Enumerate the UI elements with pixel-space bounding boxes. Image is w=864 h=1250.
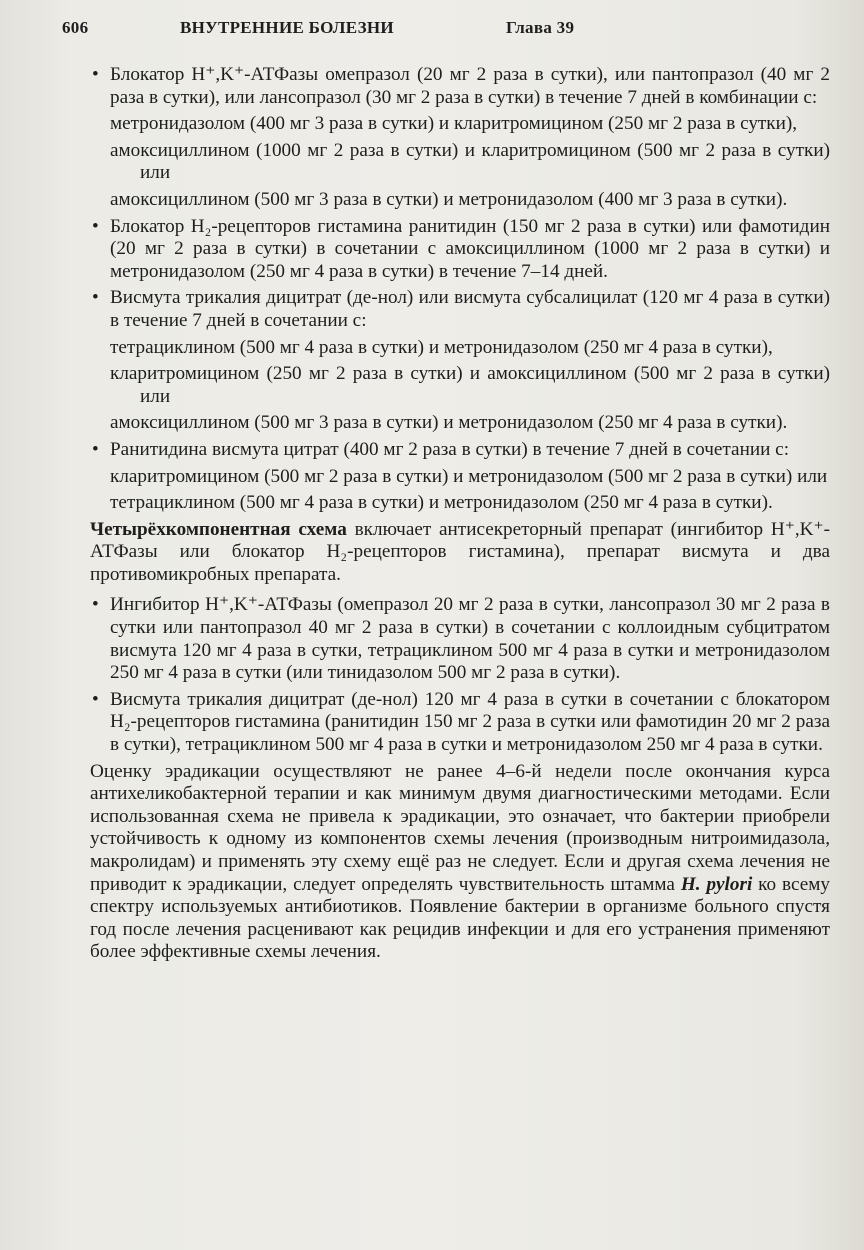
- regimen-option: кларитромицином (250 мг 2 раза в сутки) и амоксициллином (500 мг 2 раза в сутки) или: [110, 363, 830, 407]
- page-body: [90, 64, 830, 972]
- regimen-bismuth: • Висмута трикалия дицитрат (де-нол) или висмута субсалицилат (120 мг 4 раза в сутки) в течение 7 дней в сочетании с:: [90, 287, 830, 332]
- regimen-ranitidine-bismuth: • Ранитидина висмута цитрат (400 мг 2 раза в сутки) в течение 7 дней в сочетании с:: [90, 439, 830, 462]
- regimen-option: кларитромицином (500 мг 2 раза в сутки) и метронидазолом (500 мг 2 раза в сутки) или: [110, 465, 828, 487]
- regimen-quadruple-ppi: • Ингибитор H⁺,K⁺-АТФазы (омепразол 20 мг 2 раза в сутки, лансопразол 30 мг 2 раза в сутки или пантопразол 40 мг 2 раза в сутки) в сочетании с коллоидным субцитратом висмута 120 мг 4 раза в сутки, тетрациклином 500 мг 4 раза в сутки и метронидазолом 250 мг 4 раза в сутки (или тинидазолом 500 мг 2 раза в сутки).: [90, 594, 830, 684]
- regimen-option: амоксициллином (500 мг 3 раза в сутки) и метронидазолом (400 мг 3 раза в сутки).: [110, 188, 788, 210]
- book-title: ВНУТРЕННИЕ БОЛЕЗНИ: [180, 18, 394, 37]
- paragraph-text-b: ко всему спектру используемых антибиотиков. Появление бактерии в организме больного спустя год после лечения расценивают как рецидив инфекции и для его устранения применяют более эффективные схемы лечения.: [90, 873, 830, 963]
- regimen-option: амоксициллином (500 мг 3 раза в сутки) и метронидазолом (250 мг 4 раза в сутки).: [110, 412, 788, 434]
- regimen-quadruple-bismuth: • Висмута трикалия дицитрат (де-нол) 120 мг 4 раза в сутки в сочетании с блокатором H₂-рецепторов гистамина (ранитидин 150 мг 2 раза в сутки или фамотидин 20 мг 2 раза в сутки), тетрациклином 500 мг 4 раза в сутки и метронидазолом 250 мг 4 раза в сутки.: [90, 689, 830, 757]
- four-component-term: Четырёхкомпонентная схема: [90, 518, 347, 540]
- regimen-option: тетрациклином (500 мг 4 раза в сутки) и метронидазолом (250 мг 4 раза в сутки),: [110, 336, 773, 358]
- regimen-option: тетрациклином (500 мг 4 раза в сутки) и метронидазолом (250 мг 4 раза в сутки).: [110, 492, 773, 514]
- page-number: 606: [62, 18, 89, 37]
- eradication-assessment-paragraph: [90, 761, 830, 964]
- four-component-text: включает антисекреторный препарат (ингибитор H⁺,K⁺-АТФазы или блокатор H₂-рецепторов гистамина), препарат висмута и два противомикробных препарата.: [90, 518, 830, 585]
- species-name: H. pylori: [680, 873, 753, 895]
- four-component-intro: [90, 519, 830, 587]
- regimen-h2-blocker: • Блокатор H₂-рецепторов гистамина ранитидин (150 мг 2 раза в сутки) или фамотидин (20 мг 2 раза в сутки) в сочетании с амоксициллином (1000 мг 2 раза в сутки) и метронидазолом (250 мг 4 раза в сутки) в течение 7–14 дней.: [90, 216, 830, 284]
- chapter-label: Глава 39: [506, 18, 575, 37]
- running-header: [62, 18, 822, 44]
- regimen-ppi-triple: • Блокатор H⁺,K⁺-АТФазы омепразол (20 мг 2 раза в сутки), или пантопразол (40 мг 2 раза в сутки), или лансопразол (30 мг 2 раза в сутки) в течение 7 дней в комбинации с:: [90, 64, 830, 109]
- regimen-option: метронидазолом (400 мг 3 раза в сутки) и кларитромицином (250 мг 2 раза в сутки),: [110, 113, 798, 135]
- paragraph-text-a: Оценку эрадикации осуществляют не ранее 4–6-й недели после окончания курса антихеликобактерной терапии и как минимум двумя диагностическими методами. Если использованная схема не привела к эрадикации, это означает, что бактерии приобрели устойчивость к одному из компонентов схемы лечения (производным нитроимидазола, макролидам) и применять эту схему ещё раз не следует. Если и другая схема лечения не приводит к эрадикации, следует определять чувствительность штамма: [90, 760, 830, 895]
- regimen-option: амоксициллином (1000 мг 2 раза в сутки) и кларитромицином (500 мг 2 раза в сутки) или: [110, 139, 830, 184]
